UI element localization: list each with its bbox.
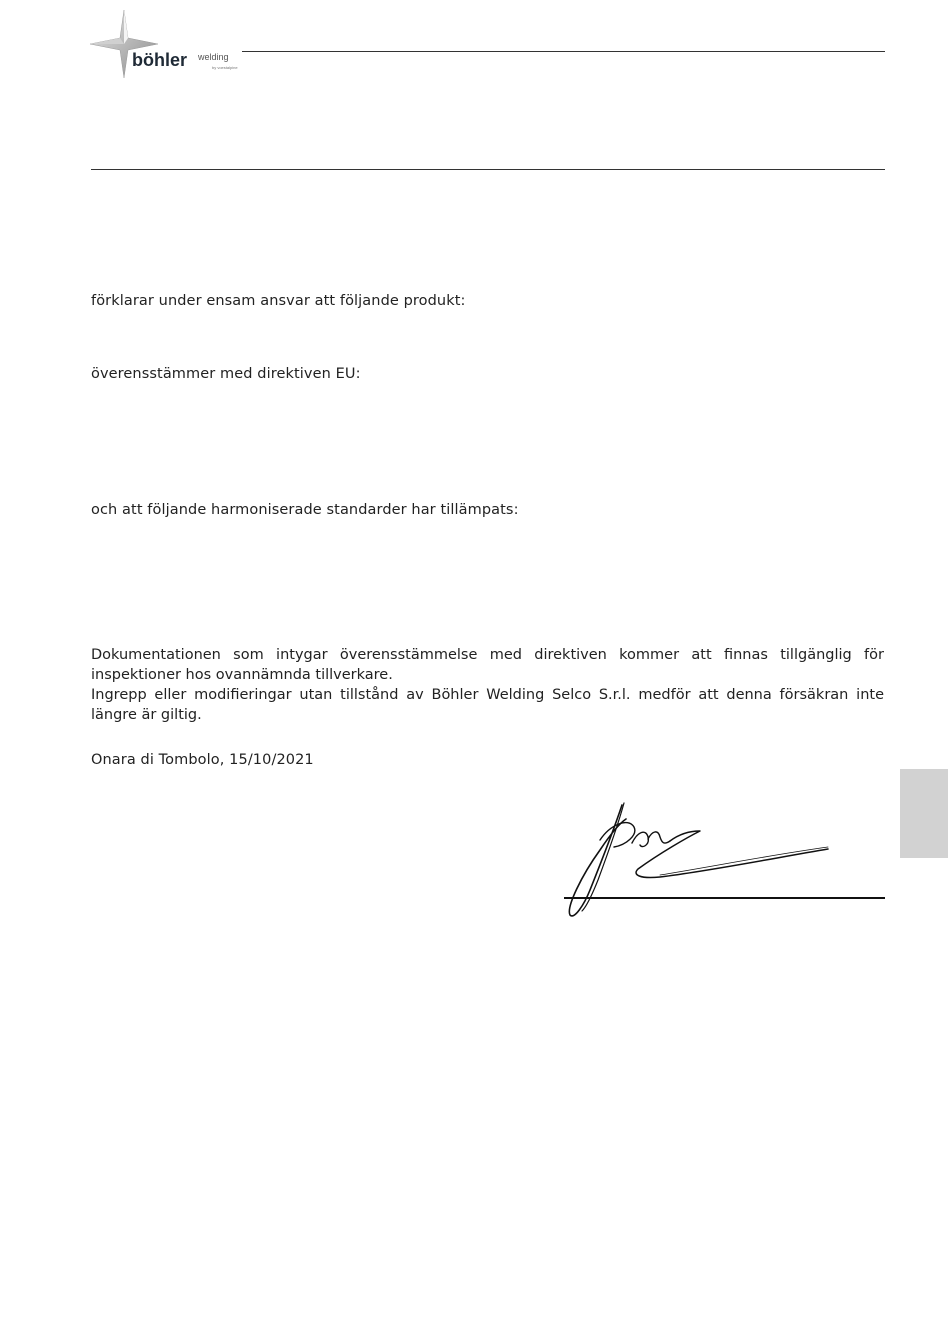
signature-line xyxy=(564,897,885,899)
bohler-welding-logo xyxy=(88,8,248,80)
header-rule xyxy=(242,51,885,52)
documentation-paragraph xyxy=(91,645,884,725)
validity-note: Ingrepp eller modifieringar utan tillstånd av Böhler Welding Selco S.r.l. medför att denna försäkran inte längre är giltig. xyxy=(91,687,884,723)
documentation-note: Dokumentationen som intygar överensstämmelse med direktiven kommer att finnas tillgänglig för inspektioner hos ovannämnda tillverkare. xyxy=(91,647,884,683)
signature-image xyxy=(560,795,840,925)
directives-intro-text: överensstämmer med direktiven EU: xyxy=(91,366,361,382)
brand-name: böhler xyxy=(132,50,188,70)
brand-tagline: by voestalpine xyxy=(212,65,238,70)
brand-suffix: welding xyxy=(198,52,229,62)
section-rule xyxy=(91,169,885,170)
product-intro-text: förklarar under ensam ansvar att följande produkt: xyxy=(91,293,466,309)
side-tab xyxy=(900,769,948,858)
place-date-text: Onara di Tombolo, 15/10/2021 xyxy=(91,752,314,768)
standards-intro-text: och att följande harmoniserade standarder har tillämpats: xyxy=(91,502,519,518)
